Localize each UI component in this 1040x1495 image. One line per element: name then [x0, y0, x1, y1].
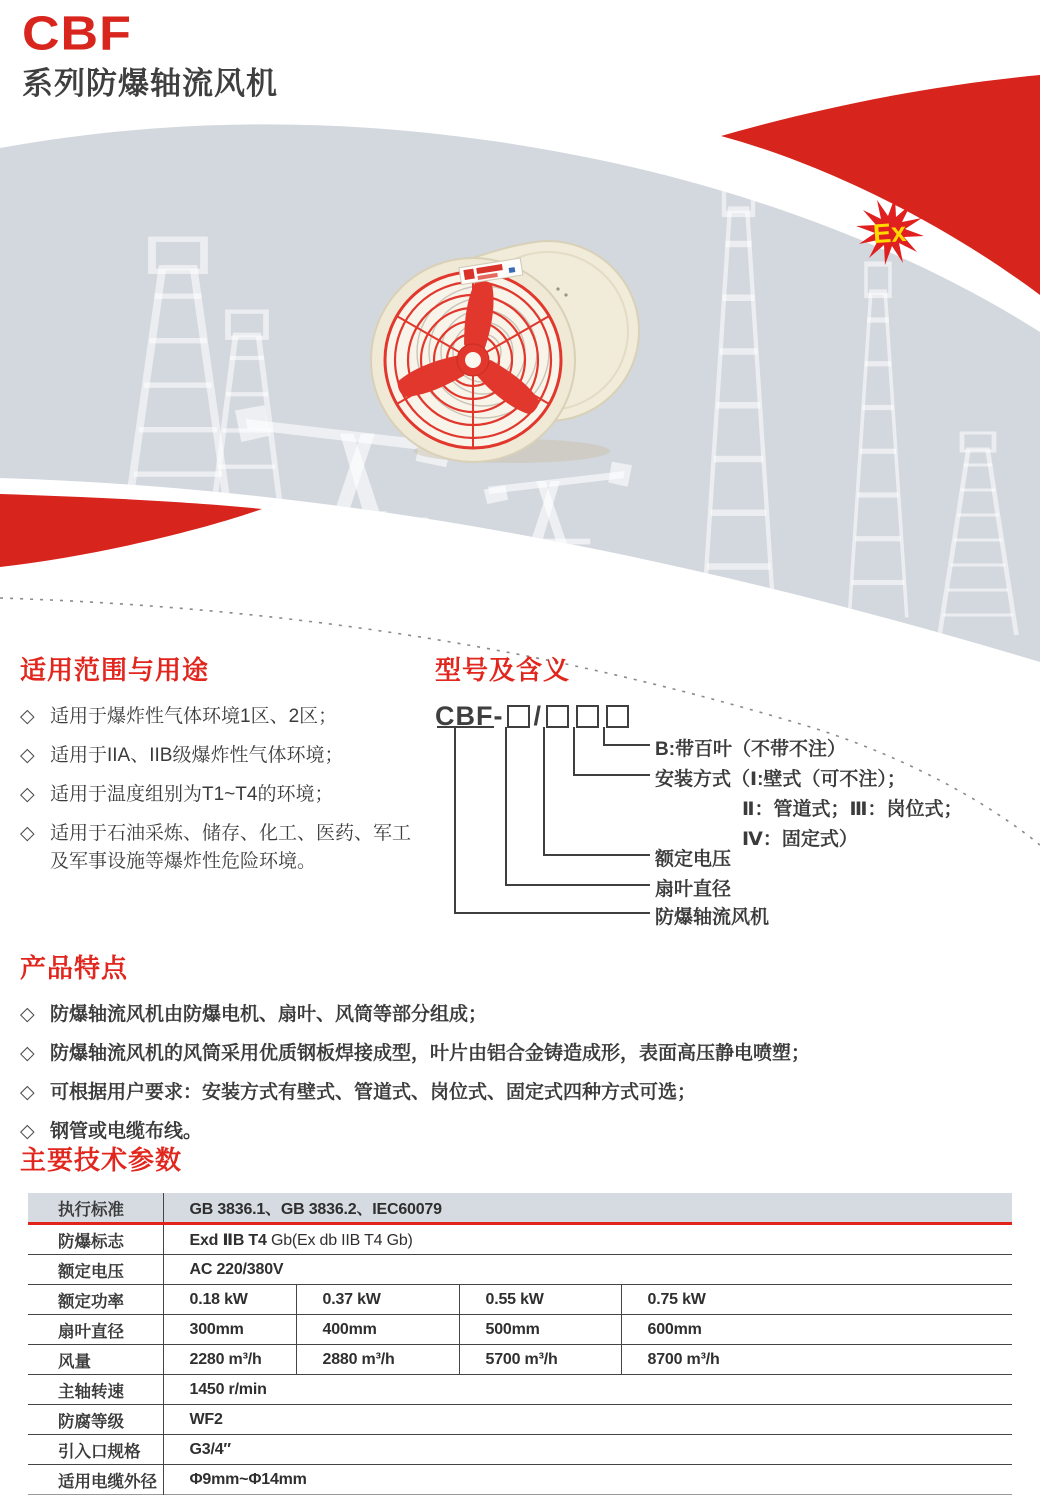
- features-heading: 产品特点: [20, 953, 129, 983]
- param-row: [28, 1315, 1012, 1345]
- features-list: [20, 1001, 1010, 1146]
- param-value: 500mm: [459, 1315, 621, 1345]
- param-label: 风量: [58, 1352, 91, 1371]
- param-label: 执行标准: [58, 1200, 124, 1219]
- param-value: 600mm: [621, 1315, 1012, 1345]
- diamond-bullet-icon: ◇: [20, 1004, 35, 1025]
- param-row: [28, 1405, 1012, 1435]
- model-label-mount: 安装方式（Ⅰ:壁式（可不注）；: [655, 769, 906, 790]
- model-label-louver: B:带百叶（不带不注）: [655, 739, 847, 760]
- param-value: WF2: [163, 1405, 1012, 1435]
- diamond-bullet-icon: ◇: [20, 823, 35, 844]
- params-table: [28, 1193, 1012, 1495]
- ex-badge-label: Ex: [872, 216, 908, 250]
- param-value: 2280 m³/h: [163, 1345, 296, 1375]
- model-label-mount3: Ⅳ：固定式）: [742, 829, 858, 850]
- diamond-bullet-icon: ◇: [20, 706, 35, 727]
- param-label: 额定功率: [58, 1292, 124, 1311]
- param-value: Exd ⅡB T4 Gb(Ex db IIB T4 Gb): [163, 1224, 1012, 1255]
- param-value: G3/4″: [163, 1435, 1012, 1465]
- param-value: 300mm: [163, 1315, 296, 1345]
- diamond-bullet-icon: ◇: [20, 1121, 35, 1142]
- model-code-box: [546, 705, 569, 728]
- params-table-body: [28, 1193, 1012, 1495]
- param-value: 0.37 kW: [296, 1285, 459, 1315]
- param-value: AC 220/380V: [163, 1255, 1012, 1285]
- diamond-bullet-icon: ◇: [20, 784, 35, 805]
- list-item: ◇ 适用于温度组别为T1~T4的环境；: [20, 781, 420, 809]
- param-value: GB 3836.1、GB 3836.2、IEC60079: [163, 1193, 1012, 1224]
- model-code-slash: /: [533, 701, 542, 731]
- param-value: 2880 m³/h: [296, 1345, 459, 1375]
- model-label-fan: 防爆轴流风机: [655, 907, 770, 928]
- list-item: ◇ 适用于爆炸性气体环境1区、2区；: [20, 703, 420, 731]
- model-diagram-lines: [437, 727, 650, 913]
- param-value: 5700 m³/h: [459, 1345, 621, 1375]
- param-row: [28, 1224, 1012, 1255]
- param-label: 防爆标志: [58, 1232, 124, 1251]
- param-value: 0.55 kW: [459, 1285, 621, 1315]
- page-title-block: [22, 7, 278, 101]
- page-title: CBF: [22, 7, 132, 61]
- param-row: [28, 1435, 1012, 1465]
- param-value: 400mm: [296, 1315, 459, 1345]
- model-label-mount2: Ⅱ：管道式；Ⅲ：岗位式；: [742, 799, 963, 820]
- param-value: 0.75 kW: [621, 1285, 1012, 1315]
- model-code-box: [507, 705, 530, 728]
- list-item: ◇ 防爆轴流风机由防爆电机、扇叶、风筒等部分组成；: [20, 1001, 1010, 1029]
- param-row-header: [28, 1193, 1012, 1224]
- param-label: 额定电压: [58, 1262, 124, 1281]
- scope-list: [20, 703, 420, 876]
- list-item: ◇ 钢管或电缆布线。: [20, 1118, 1010, 1146]
- model-code-box: [606, 705, 629, 728]
- param-row: [28, 1345, 1012, 1375]
- section-scope: [20, 650, 420, 887]
- param-value: Φ9mm~Φ14mm: [163, 1465, 1012, 1495]
- param-label: 适用电缆外径: [58, 1472, 157, 1491]
- list-item: ◇ 可根据用户要求：安装方式有壁式、管道式、岗位式、固定式四种方式可选；: [20, 1079, 1010, 1107]
- section-params: [20, 1140, 1012, 1495]
- param-value: 1450 r/min: [163, 1375, 1012, 1405]
- model-heading: 型号及含义: [435, 655, 571, 685]
- params-heading: 主要技术参数: [20, 1145, 183, 1175]
- model-code-prefix: CBF-: [435, 701, 504, 731]
- red-swoosh-left: [0, 494, 262, 567]
- scope-heading: 适用范围与用途: [20, 655, 210, 685]
- param-value: 8700 m³/h: [621, 1345, 1012, 1375]
- model-code: [435, 701, 632, 732]
- param-row: [28, 1255, 1012, 1285]
- diamond-bullet-icon: ◇: [20, 1043, 35, 1064]
- param-label: 引入口规格: [58, 1442, 141, 1461]
- list-item: ◇ 适用于IIA、IIB级爆炸性气体环境；: [20, 742, 420, 770]
- list-item: ◇ 适用于石油采炼、储存、化工、医药、军工及军事设施等爆炸性危险环境。: [20, 820, 420, 876]
- diamond-bullet-icon: ◇: [20, 745, 35, 766]
- param-row: [28, 1465, 1012, 1495]
- section-model: [435, 650, 632, 732]
- section-features: [20, 948, 1010, 1157]
- param-value: 0.18 kW: [163, 1285, 296, 1315]
- param-label: 主轴转速: [58, 1382, 124, 1401]
- param-row: [28, 1375, 1012, 1405]
- page-subtitle: 系列防爆轴流风机: [22, 66, 278, 101]
- model-label-diameter: 扇叶直径: [655, 879, 732, 900]
- model-label-voltage: 额定电压: [655, 849, 732, 870]
- param-row: [28, 1285, 1012, 1315]
- list-item: ◇ 防爆轴流风机的风筒采用优质钢板焊接成型，叶片由铝合金铸造成形，表面高压静电喷塑；: [20, 1040, 1010, 1068]
- model-code-box: [576, 705, 599, 728]
- param-label: 扇叶直径: [58, 1322, 124, 1341]
- diamond-bullet-icon: ◇: [20, 1082, 35, 1103]
- param-label: 防腐等级: [58, 1412, 124, 1431]
